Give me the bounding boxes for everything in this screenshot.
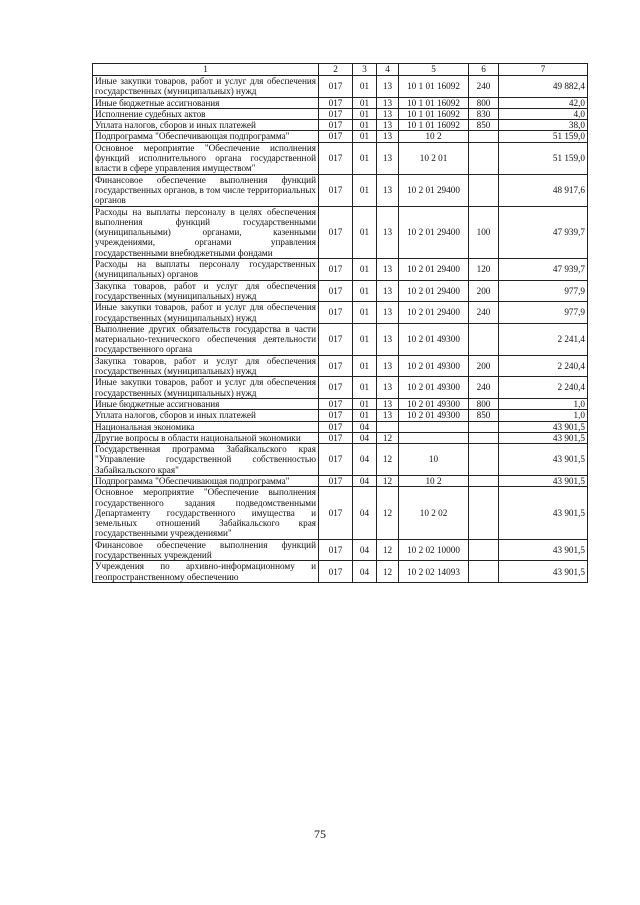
cell-section: 01 [353,280,377,302]
cell-subsection: 13 [377,398,399,409]
table-row [93,142,588,174]
cell-target-article: 10 2 01 49300 [399,323,469,355]
table-row [93,97,588,108]
column-header: 1 [93,64,319,76]
cell-target-article: 10 2 [399,131,469,142]
table-row [93,377,588,399]
cell-section: 04 [353,487,377,539]
table-row [93,323,588,355]
table-row [93,174,588,206]
cell-section: 01 [353,377,377,399]
cell-target-article [399,432,469,443]
cell-amount: 43 901,5 [499,487,588,539]
cell-section: 04 [353,539,377,561]
cell-amount: 49 882,4 [499,76,588,98]
cell-ministry: 017 [319,432,353,443]
cell-expense-type [469,561,499,583]
cell-section: 01 [353,206,377,258]
column-header: 2 [319,64,353,76]
column-header: 7 [499,64,588,76]
cell-section: 04 [353,432,377,443]
cell-name: Основное мероприятие "Обеспечение исполнения функций исполнительного органа государственной власти в сфере управления имуществом" [93,142,319,174]
cell-section: 01 [353,76,377,98]
cell-ministry: 017 [319,410,353,421]
cell-ministry: 017 [319,97,353,108]
cell-target-article: 10 2 02 10000 [399,539,469,561]
cell-subsection: 13 [377,76,399,98]
cell-ministry: 017 [319,142,353,174]
cell-section: 04 [353,444,377,476]
column-header: 6 [469,64,499,76]
cell-name: Иные закупки товаров, работ и услуг для обеспечения государственных (муниципальных) нужд [93,302,319,324]
cell-name: Исполнение судебных актов [93,108,319,119]
cell-amount: 43 901,5 [499,421,588,432]
cell-expense-type: 240 [469,377,499,399]
cell-ministry: 017 [319,76,353,98]
table-header-row [93,64,588,76]
cell-expense-type: 240 [469,302,499,324]
cell-target-article: 10 2 01 49300 [399,410,469,421]
cell-name: Подпрограмма "Обеспечивающая подпрограмма" [93,131,319,142]
cell-expense-type: 120 [469,259,499,281]
cell-name: Финансовое обеспечение выполнения функций государственных учреждений [93,539,319,561]
cell-ministry: 017 [319,355,353,377]
column-header: 4 [377,64,399,76]
cell-name: Закупка товаров, работ и услуг для обеспечения государственных (муниципальных) нужд [93,355,319,377]
cell-expense-type: 240 [469,76,499,98]
cell-target-article: 10 2 02 14093 [399,561,469,583]
cell-expense-type: 200 [469,280,499,302]
table-row [93,302,588,324]
cell-target-article: 10 2 01 49300 [399,355,469,377]
budget-table-sheet [92,63,587,583]
cell-name: Учреждения по архивно-информационному и геопространственному обеспечению [93,561,319,583]
cell-amount: 1,0 [499,398,588,409]
cell-ministry: 017 [319,444,353,476]
cell-ministry: 017 [319,539,353,561]
cell-section: 04 [353,421,377,432]
cell-name: Расходы на выплаты персоналу государственных (муниципальных) органов [93,259,319,281]
cell-section: 01 [353,410,377,421]
cell-name: Финансовое обеспечение выполнения функций государственных органов, в том числе территориальных органов [93,174,319,206]
cell-amount: 4,0 [499,108,588,119]
cell-name: Выполнение других обязательств государства в части материально-технического обеспечения деятельности государственного органа [93,323,319,355]
cell-ministry: 017 [319,475,353,486]
budget-table-body [93,64,588,583]
cell-expense-type [469,475,499,486]
cell-subsection: 12 [377,475,399,486]
cell-section: 01 [353,398,377,409]
cell-section: 04 [353,561,377,583]
table-row [93,421,588,432]
cell-name: Иные закупки товаров, работ и услуг для обеспечения государственных (муниципальных) нужд [93,76,319,98]
cell-ministry: 017 [319,206,353,258]
cell-amount: 2 241,4 [499,323,588,355]
cell-name: Основное мероприятие "Обеспечение выполнения государственного задания подведомственными Департаменту государственного имущества и земельных отношений Забайкальского края государственными учреждениями" [93,487,319,539]
table-row [93,444,588,476]
table-row [93,398,588,409]
cell-subsection: 13 [377,280,399,302]
cell-target-article: 10 2 01 29400 [399,280,469,302]
table-row [93,487,588,539]
cell-expense-type: 100 [469,206,499,258]
table-row [93,561,588,583]
column-header: 3 [353,64,377,76]
cell-subsection: 13 [377,302,399,324]
cell-target-article: 10 2 01 29400 [399,206,469,258]
cell-name: Подпрограмма "Обеспечивающая подпрограмма" [93,475,319,486]
table-row [93,76,588,98]
cell-expense-type [469,174,499,206]
cell-ministry: 017 [319,131,353,142]
cell-amount: 43 901,5 [499,561,588,583]
cell-name: Государственная программа Забайкальского края "Управление государственной собственностью Забайкальского края" [93,444,319,476]
table-row [93,475,588,486]
cell-target-article: 10 2 02 [399,487,469,539]
cell-ministry: 017 [319,280,353,302]
cell-subsection: 13 [377,97,399,108]
cell-subsection: 13 [377,377,399,399]
cell-target-article: 10 1 01 16092 [399,120,469,131]
cell-target-article: 10 1 01 16092 [399,76,469,98]
cell-target-article: 10 2 [399,475,469,486]
cell-section: 01 [353,174,377,206]
cell-expense-type [469,323,499,355]
cell-section: 01 [353,108,377,119]
cell-section: 01 [353,355,377,377]
column-header: 5 [399,64,469,76]
cell-target-article: 10 2 01 29400 [399,174,469,206]
cell-section: 01 [353,323,377,355]
cell-subsection: 12 [377,432,399,443]
cell-subsection [377,421,399,432]
cell-amount: 51 159,0 [499,131,588,142]
cell-subsection: 13 [377,131,399,142]
cell-subsection: 13 [377,108,399,119]
cell-name: Закупка товаров, работ и услуг для обеспечения государственных (муниципальных) нужд [93,280,319,302]
cell-target-article: 10 2 01 29400 [399,259,469,281]
cell-ministry: 017 [319,108,353,119]
cell-expense-type: 850 [469,410,499,421]
table-row [93,280,588,302]
cell-amount: 47 939,7 [499,206,588,258]
cell-name: Другие вопросы в области национальной экономики [93,432,319,443]
cell-target-article: 10 1 01 16092 [399,108,469,119]
cell-subsection: 13 [377,120,399,131]
cell-amount: 48 917,6 [499,174,588,206]
cell-ministry: 017 [319,487,353,539]
cell-name: Расходы на выплаты персоналу в целях обеспечения выполнения функций государственными (муниципальными) органами, казенными учреждениями, органами управления государственными внебюджетными фондами [93,206,319,258]
cell-section: 04 [353,475,377,486]
table-row [93,120,588,131]
cell-subsection: 12 [377,539,399,561]
cell-expense-type [469,432,499,443]
cell-ministry: 017 [319,377,353,399]
cell-expense-type: 800 [469,97,499,108]
table-row [93,355,588,377]
cell-target-article: 10 2 01 29400 [399,302,469,324]
cell-name: Иные бюджетные ассигнования [93,398,319,409]
cell-amount: 47 939,7 [499,259,588,281]
cell-ministry: 017 [319,561,353,583]
cell-section: 01 [353,142,377,174]
cell-amount: 38,0 [499,120,588,131]
cell-subsection: 13 [377,323,399,355]
cell-target-article: 10 2 01 49300 [399,398,469,409]
cell-section: 01 [353,120,377,131]
cell-amount: 43 901,5 [499,444,588,476]
cell-subsection: 12 [377,487,399,539]
cell-section: 01 [353,131,377,142]
cell-ministry: 017 [319,398,353,409]
table-row [93,432,588,443]
cell-subsection: 12 [377,561,399,583]
table-row [93,131,588,142]
cell-amount: 2 240,4 [499,355,588,377]
cell-target-article: 10 1 01 16092 [399,97,469,108]
cell-expense-type: 800 [469,398,499,409]
cell-name: Уплата налогов, сборов и иных платежей [93,120,319,131]
cell-expense-type [469,487,499,539]
cell-subsection: 13 [377,206,399,258]
cell-expense-type [469,421,499,432]
cell-name: Иные бюджетные ассигнования [93,97,319,108]
cell-target-article: 10 2 01 49300 [399,377,469,399]
cell-subsection: 13 [377,410,399,421]
cell-amount: 977,9 [499,280,588,302]
cell-ministry: 017 [319,323,353,355]
cell-expense-type: 200 [469,355,499,377]
page-number: 75 [314,827,326,841]
table-row [93,410,588,421]
table-row [93,108,588,119]
cell-ministry: 017 [319,174,353,206]
cell-expense-type [469,539,499,561]
table-row [93,259,588,281]
cell-subsection: 13 [377,259,399,281]
cell-ministry: 017 [319,120,353,131]
cell-ministry: 017 [319,302,353,324]
cell-section: 01 [353,97,377,108]
cell-target-article [399,421,469,432]
table-row [93,539,588,561]
cell-ministry: 017 [319,421,353,432]
cell-amount: 2 240,4 [499,377,588,399]
budget-table [92,63,588,583]
cell-expense-type: 850 [469,120,499,131]
cell-amount: 43 901,5 [499,539,588,561]
cell-ministry: 017 [319,259,353,281]
cell-section: 01 [353,259,377,281]
cell-amount: 51 159,0 [499,142,588,174]
cell-subsection: 13 [377,355,399,377]
cell-amount: 43 901,5 [499,475,588,486]
cell-name: Уплата налогов, сборов и иных платежей [93,410,319,421]
cell-amount: 1,0 [499,410,588,421]
cell-subsection: 13 [377,174,399,206]
cell-name: Иные закупки товаров, работ и услуг для обеспечения государственных (муниципальных) нужд [93,377,319,399]
cell-target-article: 10 [399,444,469,476]
cell-target-article: 10 2 01 [399,142,469,174]
cell-amount: 977,9 [499,302,588,324]
cell-expense-type [469,131,499,142]
cell-name: Национальная экономика [93,421,319,432]
cell-amount: 42,0 [499,97,588,108]
cell-subsection: 13 [377,142,399,174]
cell-expense-type: 830 [469,108,499,119]
cell-subsection: 12 [377,444,399,476]
table-row [93,206,588,258]
cell-section: 01 [353,302,377,324]
cell-amount: 43 901,5 [499,432,588,443]
cell-expense-type [469,142,499,174]
cell-expense-type [469,444,499,476]
